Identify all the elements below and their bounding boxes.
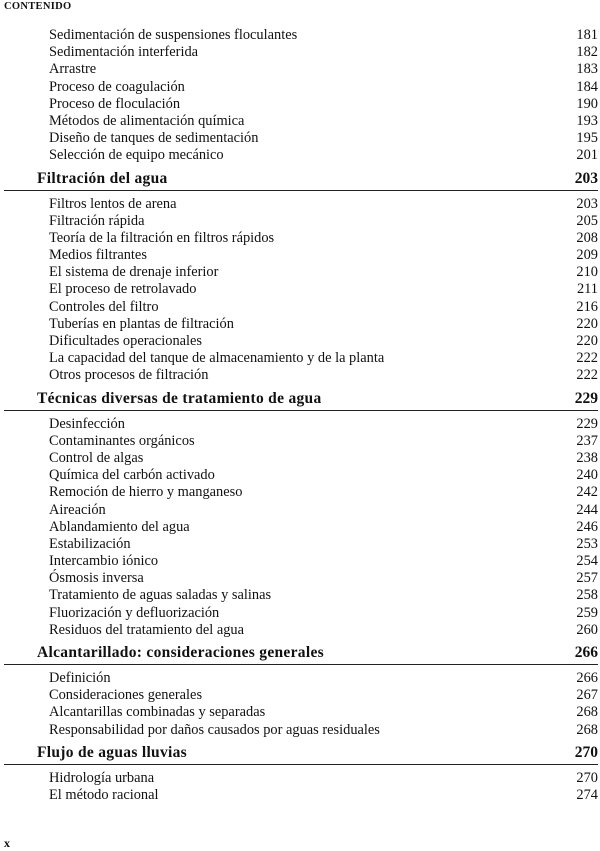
toc-entry-page: 220 xyxy=(576,333,598,349)
chapter-heading-title: Filtración del agua xyxy=(37,169,168,187)
toc-entry-title: Sedimentación de suspensiones floculantes xyxy=(49,27,298,43)
toc-entry-page: 209 xyxy=(576,247,598,264)
toc-entry-title: Sedimentación interferida xyxy=(49,44,199,61)
toc-entry-page: 205 xyxy=(576,212,598,229)
toc-entry xyxy=(4,281,598,298)
toc-entry-title: Remoción de hierro y manganeso xyxy=(49,484,243,501)
toc-entry-title: Tratamiento de aguas saladas y salinas xyxy=(49,587,272,604)
table-of-contents xyxy=(4,27,598,804)
toc-entry-title: Desinfección xyxy=(49,415,125,432)
toc-entry xyxy=(4,367,598,384)
toc-entry xyxy=(4,196,598,213)
toc-entry-page: 253 xyxy=(576,535,598,552)
toc-entry xyxy=(4,27,598,44)
toc-entry-title: Métodos de alimentación química xyxy=(49,112,245,129)
toc-entry-page: 195 xyxy=(576,130,598,147)
toc-entry-page: 257 xyxy=(576,570,598,587)
toc-entry-page: 184 xyxy=(576,78,598,95)
toc-entry xyxy=(4,61,598,78)
toc-entry-title: Controles del filtro xyxy=(49,298,159,315)
toc-entry xyxy=(4,570,598,587)
toc-entry-page: 210 xyxy=(576,264,598,281)
toc-entry-page: 237 xyxy=(576,432,598,449)
toc-entry-title: Control de algas xyxy=(49,449,144,466)
chapter-heading-title: Técnicas diversas de tratamiento de agua xyxy=(37,389,322,407)
toc-entry-page: 244 xyxy=(576,501,598,518)
toc-entry-page: 270 xyxy=(576,769,598,786)
toc-entry-title: Alcantarillas combinadas y separadas xyxy=(49,704,266,721)
toc-entry-page: 190 xyxy=(576,95,598,112)
toc-entry-page: 258 xyxy=(576,587,598,604)
toc-entry xyxy=(4,264,598,281)
toc-entry-title: Diseño de tanques de sedimentación xyxy=(49,130,259,147)
toc-entry xyxy=(4,502,598,519)
toc-entry-title: Proceso de coagulación xyxy=(49,78,185,95)
toc-entry-page: 211 xyxy=(576,281,598,298)
toc-entry-page: 266 xyxy=(576,670,598,686)
toc-entry xyxy=(4,605,598,622)
toc-entry-page: 254 xyxy=(576,553,598,570)
toc-entry-title: Arrastre xyxy=(49,61,97,78)
toc-entry-title: Filtros lentos de arena xyxy=(49,195,177,212)
toc-entry-page: 238 xyxy=(576,449,598,466)
toc-entry xyxy=(4,467,598,484)
toc-entry xyxy=(4,484,598,501)
toc-entry-title: Tuberías en plantas de filtración xyxy=(49,315,234,332)
toc-entry xyxy=(4,670,598,687)
toc-entry-title: Filtración rápida xyxy=(49,212,145,229)
toc-entry-title: Hidrología urbana xyxy=(49,769,155,786)
toc-entry xyxy=(4,450,598,467)
toc-entry xyxy=(4,44,598,61)
toc-entry-title: Selección de equipo mecánico xyxy=(49,147,224,164)
toc-entry-page: 181 xyxy=(576,27,598,43)
toc-entry xyxy=(4,350,598,367)
toc-entry xyxy=(4,130,598,147)
toc-entry-title: Residuos del tratamiento del agua xyxy=(49,621,245,638)
toc-entry-page: 242 xyxy=(576,484,598,501)
chapter-heading xyxy=(4,167,598,191)
toc-entry xyxy=(4,536,598,553)
toc-entry-page: 229 xyxy=(576,415,598,432)
toc-entry-page: 268 xyxy=(576,721,598,738)
chapter-heading-title: Alcantarillado: consideraciones generales xyxy=(37,644,324,661)
toc-entry xyxy=(4,704,598,721)
toc-entry xyxy=(4,587,598,604)
toc-entry-page: 201 xyxy=(576,147,598,164)
toc-entry xyxy=(4,519,598,536)
toc-entry-title: La capacidad del tanque de almacenamiento y de la planta xyxy=(49,350,385,367)
toc-entry xyxy=(4,299,598,316)
chapter-heading xyxy=(4,741,598,765)
toc-entry xyxy=(4,622,598,639)
chapter-heading-page: 229 xyxy=(574,389,598,407)
toc-entry xyxy=(4,433,598,450)
toc-entry-title: Medios filtrantes xyxy=(49,247,147,264)
toc-entry-title: El sistema de drenaje inferior xyxy=(49,264,219,281)
chapter-heading-page: 203 xyxy=(574,169,598,187)
running-header: CONTENIDO xyxy=(4,1,72,12)
toc-entry-title: Otros procesos de filtración xyxy=(49,367,209,384)
toc-entry xyxy=(4,770,598,787)
toc-entry-page: 203 xyxy=(576,195,598,212)
toc-entry-page: 240 xyxy=(576,467,598,484)
chapter-heading xyxy=(4,387,598,411)
toc-entry-title: Definición xyxy=(49,670,111,686)
toc-entry-title: Proceso de floculación xyxy=(49,95,181,112)
chapter-heading xyxy=(4,641,598,665)
toc-entry-title: Intercambio iónico xyxy=(49,553,159,570)
toc-entry-page: 259 xyxy=(576,604,598,621)
toc-entry-page: 268 xyxy=(576,704,598,721)
toc-entry-page: 274 xyxy=(576,786,598,803)
toc-entry xyxy=(4,787,598,804)
toc-entry-title: Aireación xyxy=(49,501,106,518)
toc-entry-title: Teoría de la filtración en filtros rápidos xyxy=(49,229,275,246)
toc-entry xyxy=(4,113,598,130)
chapter-heading-page: 266 xyxy=(574,644,598,661)
toc-entry-title: Estabilización xyxy=(49,535,131,552)
toc-entry-title: El proceso de retrolavado xyxy=(49,281,197,298)
toc-entry xyxy=(4,722,598,739)
toc-entry-page: 193 xyxy=(576,112,598,129)
toc-entry xyxy=(4,230,598,247)
toc-entry xyxy=(4,316,598,333)
toc-entry-title: El método racional xyxy=(49,786,159,803)
chapter-heading-title: Flujo de aguas lluvias xyxy=(37,743,188,761)
toc-entry xyxy=(4,553,598,570)
toc-entry-page: 222 xyxy=(576,350,598,367)
toc-entry-title: Contaminantes orgánicos xyxy=(49,432,195,449)
toc-entry xyxy=(4,96,598,113)
toc-entry xyxy=(4,147,598,164)
page-number: x xyxy=(4,836,10,850)
toc-entry-page: 267 xyxy=(576,687,598,704)
toc-entry-page: 222 xyxy=(576,367,598,384)
toc-entry-title: Química del carbón activado xyxy=(49,467,215,484)
toc-entry-title: Dificultades operacionales xyxy=(49,333,203,349)
toc-entry-title: Fluorización y defluorización xyxy=(49,604,220,621)
toc-entry xyxy=(4,79,598,96)
toc-entry-title: Ósmosis inversa xyxy=(49,570,144,587)
toc-entry-page: 216 xyxy=(576,298,598,315)
chapter-heading-page: 270 xyxy=(574,743,598,761)
toc-entry xyxy=(4,687,598,704)
toc-entry-page: 220 xyxy=(576,315,598,332)
toc-entry xyxy=(4,247,598,264)
toc-entry xyxy=(4,416,598,433)
toc-entry xyxy=(4,213,598,230)
toc-entry-page: 182 xyxy=(576,44,598,61)
toc-entry-page: 208 xyxy=(576,229,598,246)
toc-entry-title: Ablandamiento del agua xyxy=(49,518,190,535)
toc-entry-page: 260 xyxy=(576,621,598,638)
toc-entry xyxy=(4,333,598,350)
toc-entry-title: Consideraciones generales xyxy=(49,687,203,704)
toc-entry-title: Responsabilidad por daños causados por aguas residuales xyxy=(49,721,380,738)
toc-entry-page: 183 xyxy=(576,61,598,78)
toc-entry-page: 246 xyxy=(576,518,598,535)
